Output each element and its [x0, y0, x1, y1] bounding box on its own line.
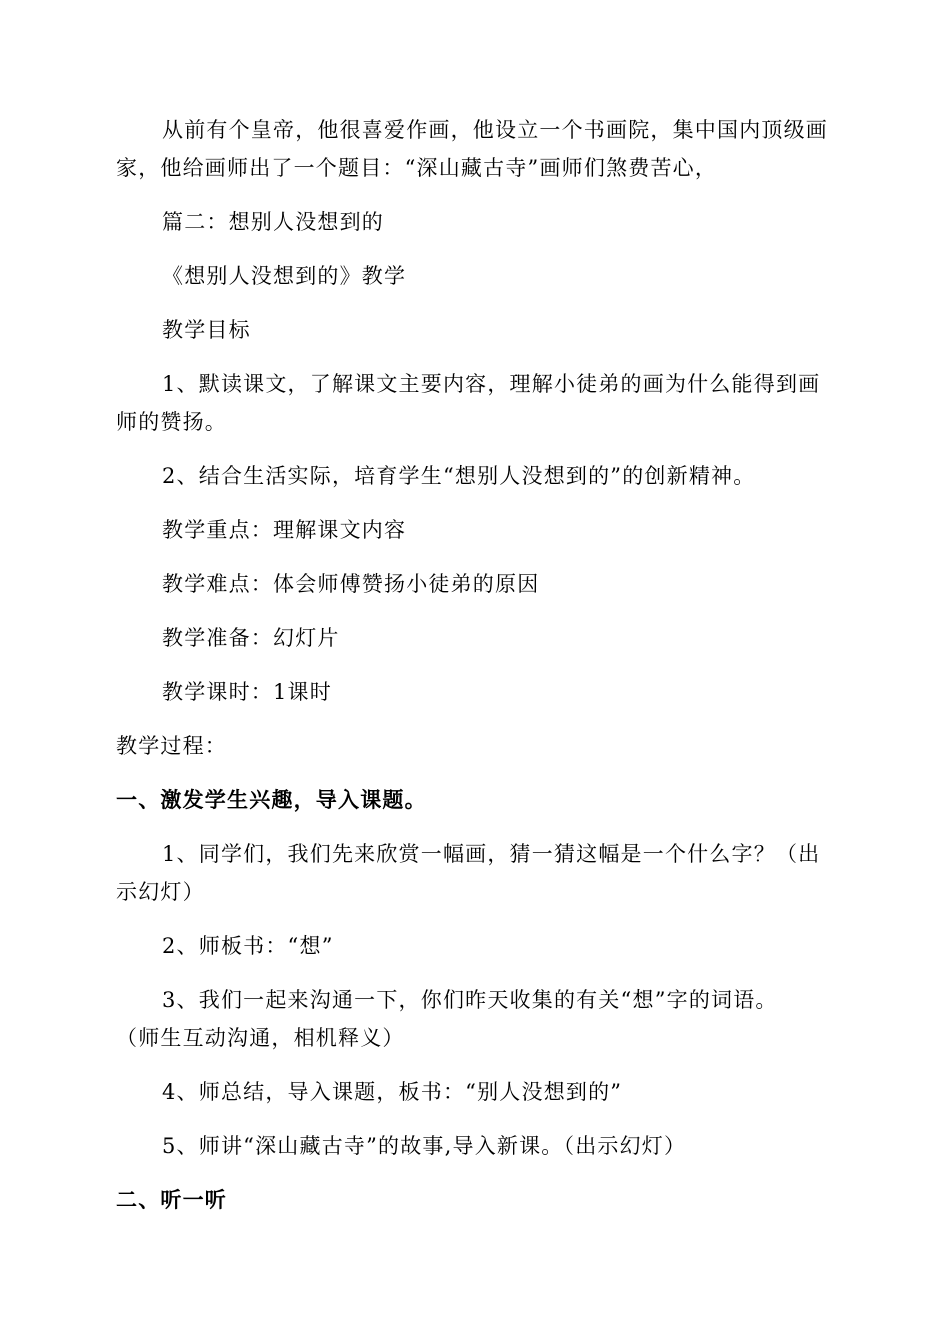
section-one-heading: 一、激发学生兴趣，导入课题。: [116, 788, 427, 812]
goal-1-line-2: 师的赞扬。: [116, 410, 227, 434]
teaching-goals-heading: 教学目标: [162, 318, 251, 342]
section-title-line: 篇二：想别人没想到的: [162, 210, 384, 234]
step-1-line-2: 示幻灯）: [116, 880, 205, 904]
step-3-line-2: （师生互动沟通，相机释义）: [116, 1026, 405, 1050]
step-1-line-1: 1、同学们，我们先来欣赏一幅画，猜一猜这幅是一个什么字？（出: [162, 842, 821, 866]
teaching-process-heading: 教学过程：: [116, 734, 227, 758]
lesson-title-line: 《想别人没想到的》教学: [162, 264, 407, 288]
teaching-prep-line: 教学准备：幻灯片: [162, 626, 340, 650]
step-3-line-1: 3、我们一起来沟通一下，你们昨天收集的有关“想”字的词语。: [162, 988, 778, 1012]
teaching-difficulty-line: 教学难点：体会师傅赞扬小徒弟的原因: [162, 572, 540, 596]
teaching-hours-line: 教学课时：1课时: [162, 680, 332, 704]
goal-1-line-1: 1、默读课文，了解课文主要内容，理解小徒弟的画为什么能得到画: [162, 372, 821, 396]
step-5-line: 5、师讲“深山藏古寺”的故事,导入新课。（出示幻灯）: [162, 1134, 687, 1158]
paragraph-line-2: 家，他给画师出了一个题目：“深山藏古寺”画师们煞费苦心，: [116, 156, 718, 180]
goal-2-line: 2、结合生活实际，培育学生“想别人没想到的”的创新精神。: [162, 464, 756, 488]
step-2-line: 2、师板书：“想”: [162, 934, 334, 958]
section-two-heading: 二、听一听: [116, 1188, 227, 1212]
teaching-focus-line: 教学重点：理解课文内容: [162, 518, 407, 542]
step-4-line: 4、师总结，导入课题，板书：“别人没想到的”: [162, 1080, 623, 1104]
paragraph-line-1: 从前有个皇帝，他很喜爱作画，他设立一个书画院，集中国内顶级画: [162, 118, 828, 142]
